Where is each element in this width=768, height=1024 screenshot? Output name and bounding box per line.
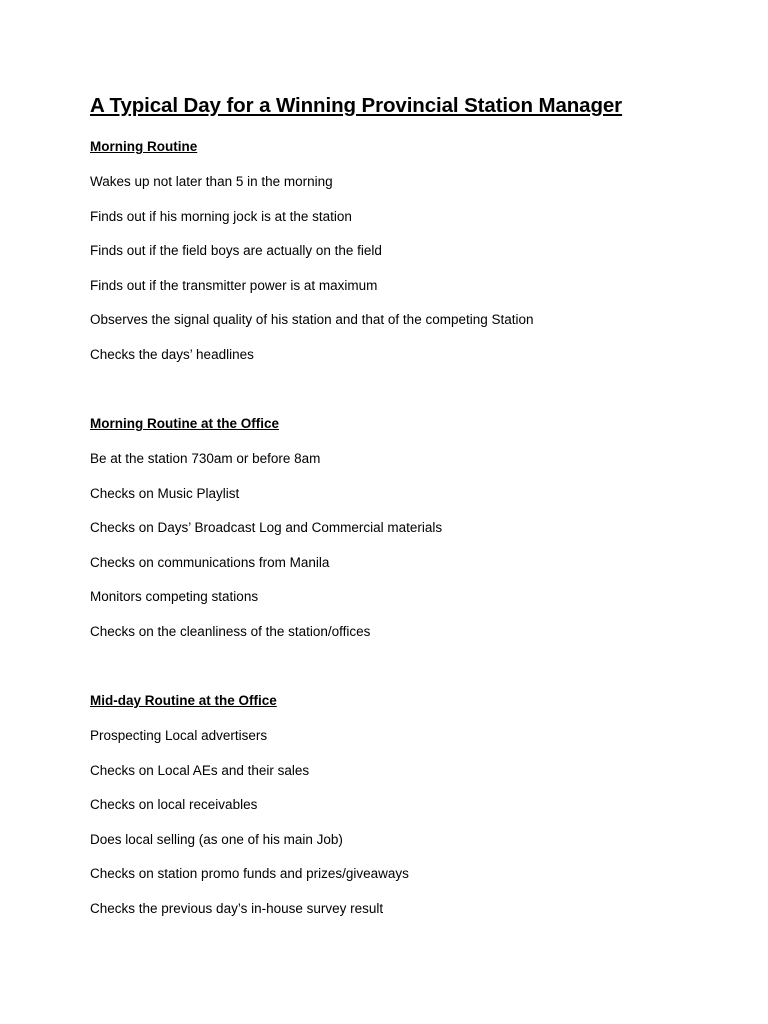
list-item: Checks on Music Playlist xyxy=(90,485,240,501)
list-item: Checks on station promo funds and prizes/giveaways xyxy=(90,866,409,882)
list-item: Checks on the cleanliness of the station/offices xyxy=(90,623,371,639)
list-item: Finds out if his morning jock is at the station xyxy=(90,208,352,224)
list-item: Checks on Days’ Broadcast Log and Commercial materials xyxy=(90,520,443,536)
section-morning-routine-office xyxy=(90,416,730,659)
list-item: Finds out if the field boys are actually on the field xyxy=(90,243,382,259)
list-item: Checks on communications from Manila xyxy=(90,554,330,570)
section-heading: Mid-day Routine at the Office xyxy=(90,693,277,708)
list-item: Wakes up not later than 5 in the morning xyxy=(90,174,333,189)
document-title: A Typical Day for a Winning Provincial Station Manager xyxy=(90,94,623,117)
routine-list xyxy=(90,174,730,382)
section-heading: Morning Routine xyxy=(90,139,198,154)
section-heading: Morning Routine at the Office xyxy=(90,416,279,431)
section-midday-routine-office xyxy=(90,693,730,936)
list-item: Prospecting Local advertisers xyxy=(90,728,268,743)
routine-list xyxy=(90,728,730,936)
list-item: Checks on local receivables xyxy=(90,797,258,813)
section-morning-routine xyxy=(90,139,730,382)
list-item: Observes the signal quality of his station and that of the competing Station xyxy=(90,312,534,328)
list-item: Be at the station 730am or before 8am xyxy=(90,451,321,466)
list-item: Finds out if the transmitter power is at maximum xyxy=(90,277,378,293)
list-item: Does local selling (as one of his main Job) xyxy=(90,831,343,847)
list-item: Checks on Local AEs and their sales xyxy=(90,762,310,778)
routine-list xyxy=(90,451,730,659)
list-item: Checks the days’ headlines xyxy=(90,346,254,362)
list-item: Monitors competing stations xyxy=(90,589,259,605)
list-item: Checks the previous day’s in-house survey result xyxy=(90,900,384,916)
